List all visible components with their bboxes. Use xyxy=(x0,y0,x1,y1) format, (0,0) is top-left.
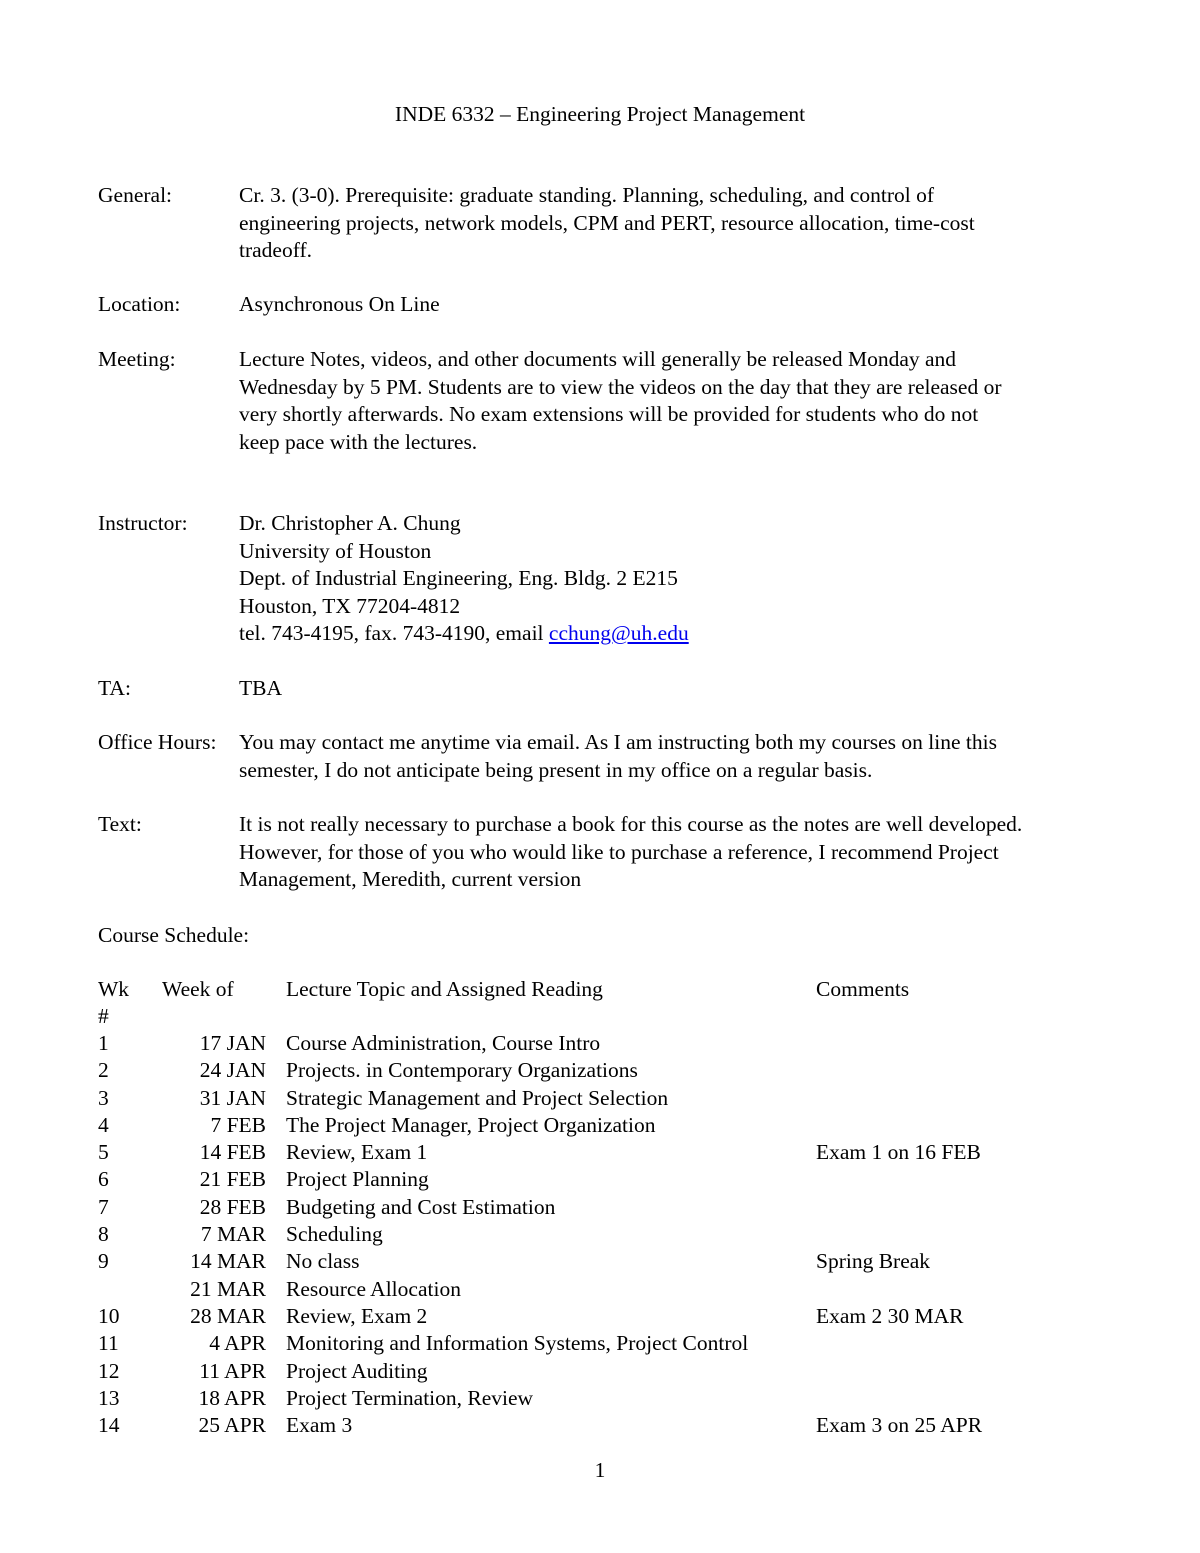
row-topic: Resource Allocation xyxy=(286,1276,461,1301)
general-line: engineering projects, network models, CPM and PERT, resource allocation, time-cost xyxy=(239,210,975,235)
instructor-city: Houston, TX 77204-4812 xyxy=(239,593,461,618)
header-comments: Comments xyxy=(816,977,910,1001)
schedule-row xyxy=(98,1412,1098,1439)
text-text xyxy=(239,811,1119,894)
schedule-row xyxy=(98,1385,1098,1412)
schedule-row xyxy=(98,1276,1098,1303)
schedule-rows xyxy=(98,1030,1098,1439)
row-topic: Project Auditing xyxy=(286,1358,428,1383)
text-label: Text: xyxy=(98,812,142,836)
row-week-number: 3 xyxy=(98,1085,109,1110)
office-hours-line: You may contact me anytime via email. As I am instructing both my courses on line this xyxy=(239,730,997,754)
instructor-label: Instructor: xyxy=(98,511,188,535)
row-topic: Project Planning xyxy=(286,1167,429,1192)
header-wk xyxy=(98,976,158,1030)
row-topic: Exam 3 xyxy=(286,1413,353,1438)
page-title: INDE 6332 – Engineering Project Management xyxy=(394,102,806,126)
text-line: It is not really necessary to purchase a book for this course as the notes are well developed. xyxy=(239,812,1023,836)
row-topic: Strategic Management and Project Selection xyxy=(286,1085,669,1110)
row-topic: Project Termination, Review xyxy=(286,1385,534,1410)
schedule-row xyxy=(98,1085,1098,1112)
row-week-of: 28 FEB xyxy=(199,1194,266,1219)
row-topic: Review, Exam 2 xyxy=(286,1303,428,1328)
row-comment: Spring Break xyxy=(816,1249,931,1274)
row-week-of: 14 FEB xyxy=(199,1140,266,1165)
schedule-row xyxy=(98,1166,1098,1193)
row-week-of: 14 MAR xyxy=(190,1249,266,1274)
course-schedule-label: Course Schedule: xyxy=(98,923,250,947)
row-week-of: 7 MAR xyxy=(200,1222,266,1247)
row-topic: Course Administration, Course Intro xyxy=(286,1031,601,1055)
row-week-number: 12 xyxy=(98,1358,120,1383)
ta-line: TBA xyxy=(239,676,282,700)
row-week-of: 21 MAR xyxy=(190,1276,266,1301)
meeting-text xyxy=(239,346,1119,456)
row-topic: Monitoring and Information Systems, Project Control xyxy=(286,1331,749,1356)
row-week-number: 9 xyxy=(98,1249,109,1274)
office-hours-text xyxy=(239,729,1119,784)
ta-label: TA: xyxy=(98,676,131,700)
header-wk-line2: # xyxy=(98,1004,109,1028)
row-comment: Exam 2 30 MAR xyxy=(816,1303,964,1328)
row-week-of: 21 FEB xyxy=(199,1167,266,1192)
row-week-of: 4 APR xyxy=(209,1331,266,1356)
row-topic: Projects. in Contemporary Organizations xyxy=(286,1058,638,1083)
schedule-row xyxy=(98,1358,1098,1385)
row-week-number: 14 xyxy=(98,1413,120,1438)
text-line: However, for those of you who would like to purchase a reference, I recommend Project xyxy=(239,839,999,864)
schedule-row xyxy=(98,1248,1098,1275)
meeting-line: very shortly afterwards. No exam extensions will be provided for students who do not xyxy=(239,402,979,426)
schedule-row xyxy=(98,1303,1098,1330)
row-week-number: 11 xyxy=(98,1331,119,1356)
general-text xyxy=(239,182,1119,265)
general-line: Cr. 3. (3-0). Prerequisite: graduate standing. Planning, scheduling, and control of xyxy=(239,183,935,207)
row-week-number: 5 xyxy=(98,1140,109,1165)
row-week-of: 28 MAR xyxy=(190,1303,266,1328)
row-topic: No class xyxy=(286,1249,360,1274)
row-week-number: 1 xyxy=(98,1031,109,1055)
row-week-of: 25 APR xyxy=(198,1413,266,1438)
row-week-number: 2 xyxy=(98,1058,109,1083)
location-text xyxy=(239,291,1119,319)
row-week-of: 17 JAN xyxy=(199,1031,266,1055)
instructor-contact xyxy=(239,620,1119,648)
schedule-row xyxy=(98,1221,1098,1248)
row-week-of: 7 FEB xyxy=(210,1112,266,1137)
schedule-row xyxy=(98,1030,1098,1057)
row-topic: The Project Manager, Project Organization xyxy=(286,1112,656,1137)
ta-text xyxy=(239,675,1119,703)
contact-prefix: tel. 743-4195, fax. 743-4190, email xyxy=(239,621,549,645)
row-topic: Review, Exam 1 xyxy=(286,1140,428,1165)
row-week-of: 31 JAN xyxy=(199,1085,266,1110)
row-week-number: 4 xyxy=(98,1112,109,1137)
schedule-row xyxy=(98,1194,1098,1221)
schedule-row xyxy=(98,1330,1098,1357)
meeting-line: Wednesday by 5 PM. Students are to view the videos on the day that they are released or xyxy=(239,374,1002,399)
row-week-number: 7 xyxy=(98,1194,109,1219)
instructor-department: Dept. of Industrial Engineering, Eng. Bldg. 2 E215 xyxy=(239,566,678,590)
schedule-row xyxy=(98,1112,1098,1139)
office-hours-label: Office Hours: xyxy=(98,730,217,754)
row-topic: Budgeting and Cost Estimation xyxy=(286,1194,556,1219)
instructor-text xyxy=(239,510,1119,648)
row-week-of: 24 JAN xyxy=(199,1058,266,1083)
meeting-line: Lecture Notes, videos, and other documents will generally be released Monday and xyxy=(239,347,957,371)
row-week-of: 18 APR xyxy=(198,1385,266,1410)
row-comment: Exam 1 on 16 FEB xyxy=(816,1140,981,1165)
email-link[interactable]: cchung@uh.edu xyxy=(548,621,689,645)
row-week-number: 6 xyxy=(98,1167,109,1192)
location-line: Asynchronous On Line xyxy=(239,292,440,316)
row-week-number: 10 xyxy=(98,1303,120,1328)
row-week-number: 8 xyxy=(98,1222,109,1247)
page-number: 1 xyxy=(594,1458,606,1482)
header-week-of: Week of xyxy=(162,977,234,1001)
row-week-of: 11 APR xyxy=(199,1358,266,1383)
location-label: Location: xyxy=(98,292,181,316)
office-hours-line: semester, I do not anticipate being present in my office on a regular basis. xyxy=(239,757,873,782)
row-topic: Scheduling xyxy=(286,1222,383,1247)
schedule-row xyxy=(98,1057,1098,1084)
header-wk-line1: Wk xyxy=(98,977,130,1001)
schedule-row xyxy=(98,1139,1098,1166)
row-week-number: 13 xyxy=(98,1385,120,1410)
instructor-university: University of Houston xyxy=(239,538,432,563)
instructor-name: Dr. Christopher A. Chung xyxy=(239,511,461,535)
schedule-table xyxy=(98,976,1098,1439)
general-line: tradeoff. xyxy=(239,238,313,262)
meeting-line: keep pace with the lectures. xyxy=(239,429,478,454)
text-line: Management, Meredith, current version xyxy=(239,867,582,891)
meeting-label: Meeting: xyxy=(98,347,176,371)
general-label: General: xyxy=(98,183,173,207)
row-comment: Exam 3 on 25 APR xyxy=(816,1413,983,1438)
header-topic: Lecture Topic and Assigned Reading xyxy=(286,977,603,1001)
schedule-header-row xyxy=(98,976,1098,1030)
